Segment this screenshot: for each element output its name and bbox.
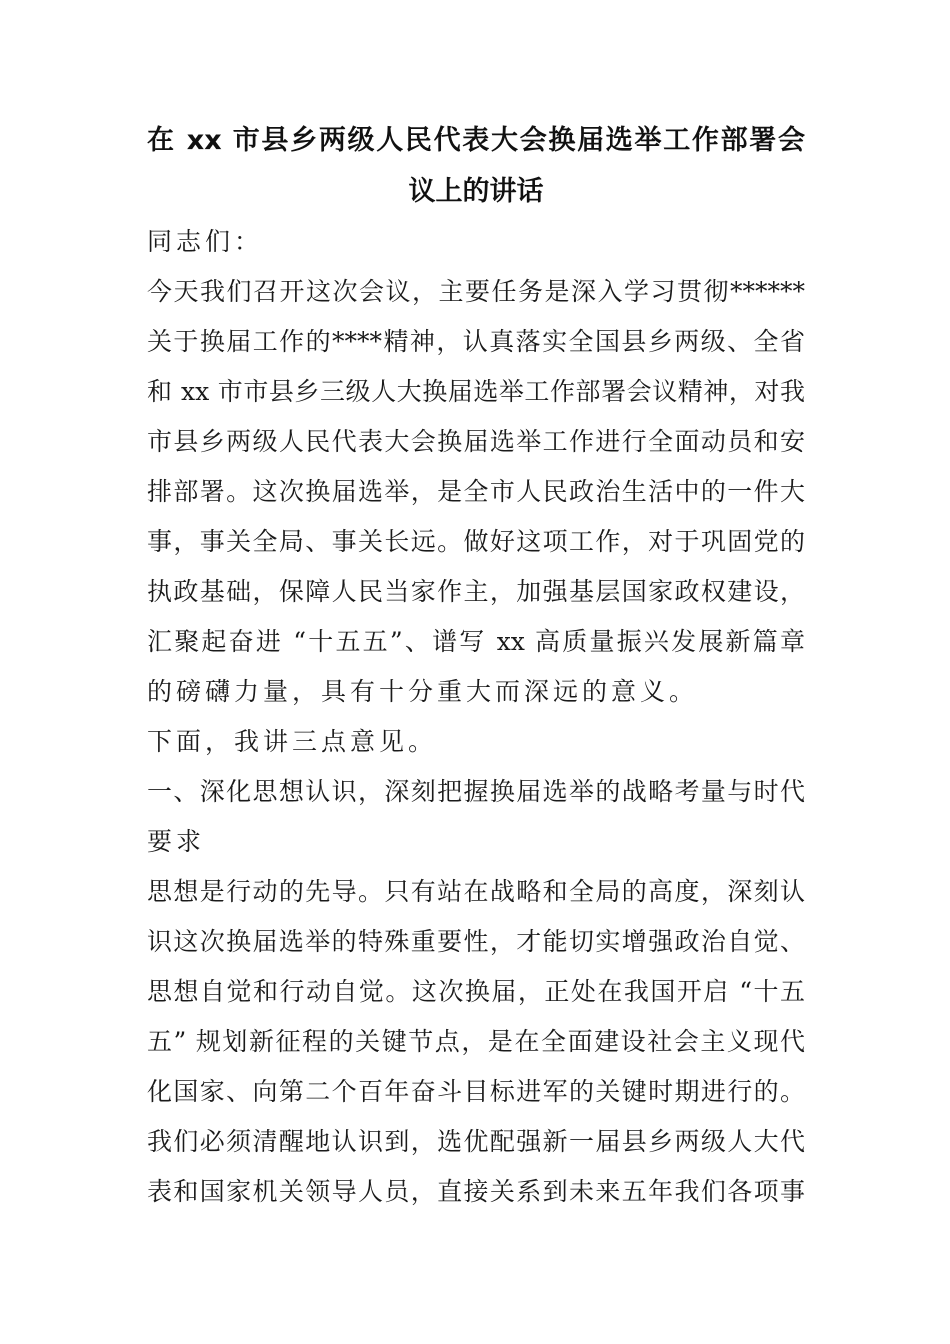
paragraph-line: 下面，我讲三点意见。 [147,727,438,756]
section-heading-line: 一、深化思想认识，深刻把握换届选举的战略考量与时代 [147,777,805,806]
section-heading-line: 要求 [147,827,206,856]
paragraph-line: 的磅礴力量，具有十分重大而深远的意义。 [147,677,699,706]
paragraph-line: 识这次换届选举的特殊重要性，才能切实增强政治自觉、 [147,927,805,956]
paragraph-line: 五” 规划新征程的关键节点，是在全面建设社会主义现代 [147,1027,805,1056]
paragraph-line: 我们必须清醒地认识到，选优配强新一届县乡两级人大代 [147,1127,805,1156]
paragraph-line: 关于换届工作的****精神，认真落实全国县乡两级、全省 [147,327,805,356]
paragraph-line: 思想自觉和行动自觉。这次换届，正处在我国开启 “十五 [147,977,805,1006]
paragraph-line: 和 xx 市市县乡三级人大换届选举工作部署会议精神，对我 [147,377,805,406]
paragraph-line: 今天我们召开这次会议，主要任务是深入学习贯彻****** [147,277,805,306]
paragraph-line: 执政基础，保障人民当家作主，加强基层国家政权建设， [147,577,805,606]
paragraph-line: 化国家、向第二个百年奋斗目标进军的关键时期进行的。 [147,1077,805,1106]
paragraph-line: 市县乡两级人民代表大会换届选举工作进行全面动员和安 [147,427,805,456]
document-title-line-2: 议上的讲话 [408,176,544,207]
paragraph-line: 排部署。这次换届选举，是全市人民政治生活中的一件大 [147,477,805,506]
paragraph-line: 表和国家机关领导人员，直接关系到未来五年我们各项事 [147,1177,805,1206]
paragraph-line: 汇聚起奋进 “十五五”、谱写 xx 高质量振兴发展新篇章 [147,627,805,656]
paragraph-line: 事，事关全局、事关长远。做好这项工作，对于巩固党的 [147,527,805,556]
salutation: 同志们： [147,227,264,256]
paragraph-line: 思想是行动的先导。只有站在战略和全局的高度，深刻认 [147,877,805,906]
document-title-line-1: 在 xx 市县乡两级人民代表大会换届选举工作部署会 [147,125,805,156]
